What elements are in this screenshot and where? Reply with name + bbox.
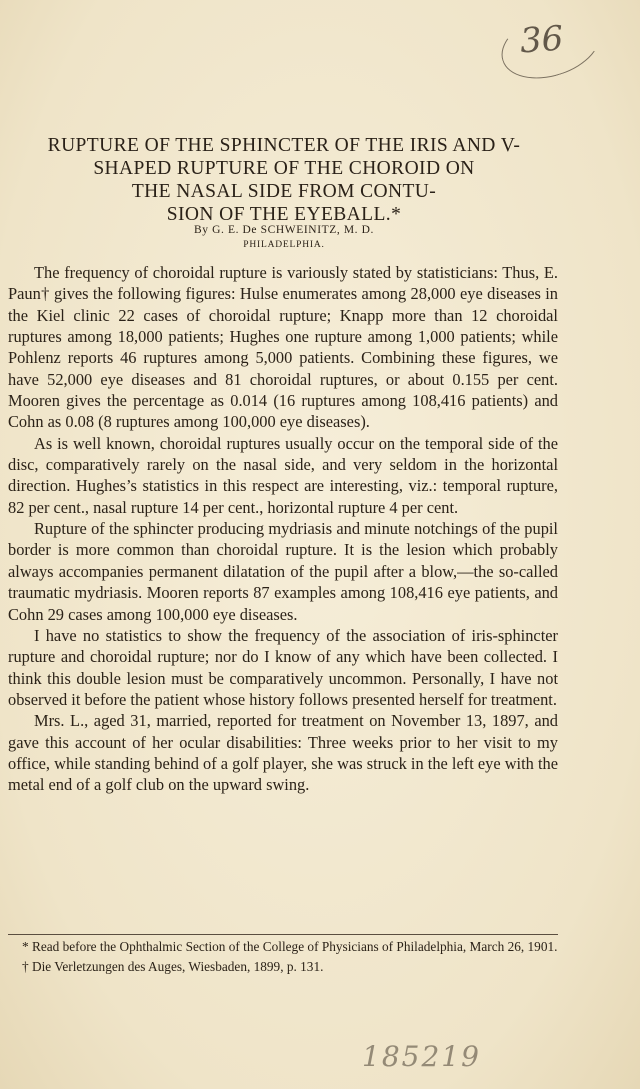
paragraph: The frequency of choroidal rupture is variously stated by statisticians: Thus, E. Paun† gives the following figures: Hulse enumerates among 28,000 eye diseases in the Kiel clinic 22 cases of choroidal rupture; Knapp more than 12 choroidal ruptures among 18,000 patients; Hughes one rupture among 1,000 patients; while Pohlenz reports 46 ruptures among 5,000 patients. Combining these figures, we have 52,000 eye diseases and 81 choroidal ruptures, or about 0.155 per cent. Mooren gives the percentage as 0.014 (16 ruptures among 108,416 patients) and Cohn as 0.08 (8 ruptures among 100,000 eye diseases). <box>8 263 558 432</box>
article-body <box>8 262 558 796</box>
handwritten-catalog-number: 185219 <box>362 1040 481 1073</box>
paragraph: As is well known, choroidal ruptures usually occur on the temporal side of the disc, comparatively rarely on the nasal side, and very seldom in the horizontal direction. Hughes’s statistics in this respect are interesting, viz.: temporal rupture, 82 per cent., nasal rupture 14 per cent., horizontal rupture 4 per cent. <box>8 433 558 517</box>
handwritten-page-number: 36 <box>518 18 565 62</box>
paragraph: I have no statistics to show the frequency of the association of iris-sphincter rupture and choroidal rupture; nor do I know of any which have been collected. I think this double lesion must be comparatively uncommon. Personally, I have not observed it before the patient whose history follows presented herself for treatment. <box>8 625 558 709</box>
footnote: † Die Verletzungen des Auges, Wiesbaden, 1899, p. 131. <box>22 958 324 974</box>
article-title: RUPTURE OF THE SPHINCTER OF THE IRIS AND V- SHAPED RUPTURE OF THE CHOROID ON THE NASAL SIDE FROM CONTU- SION OF THE EYEBALL.* <box>47 135 521 225</box>
author-location: PHILADELPHIA. <box>243 240 325 250</box>
footnote-divider <box>8 934 558 935</box>
paragraph: Rupture of the sphincter producing mydriasis and minute notchings of the pupil border is more common than choroidal rupture. It is the lesion which probably always accompanies permanent dilatation of the pupil after a blow,—the so-called traumatic mydriasis. Mooren reports 87 examples among 108,416 eye patients, and Cohn 29 cases among 100,000 eye diseases. <box>8 519 558 624</box>
footnote: * Read before the Ophthalmic Section of the College of Physicians of Philadelphia, March 26, 1901. <box>22 939 558 954</box>
article-author: By G. E. De SCHWEINITZ, M. D. <box>194 224 374 236</box>
footnotes <box>8 937 558 976</box>
paragraph: Mrs. L., aged 31, married, reported for treatment on November 13, 1897, and gave this account of her ocular disabilities: Three weeks prior to her visit to my office, while standing behind of a golf player, she was struck in the left eye with the metal end of a golf club on the upward swing. <box>8 711 558 795</box>
